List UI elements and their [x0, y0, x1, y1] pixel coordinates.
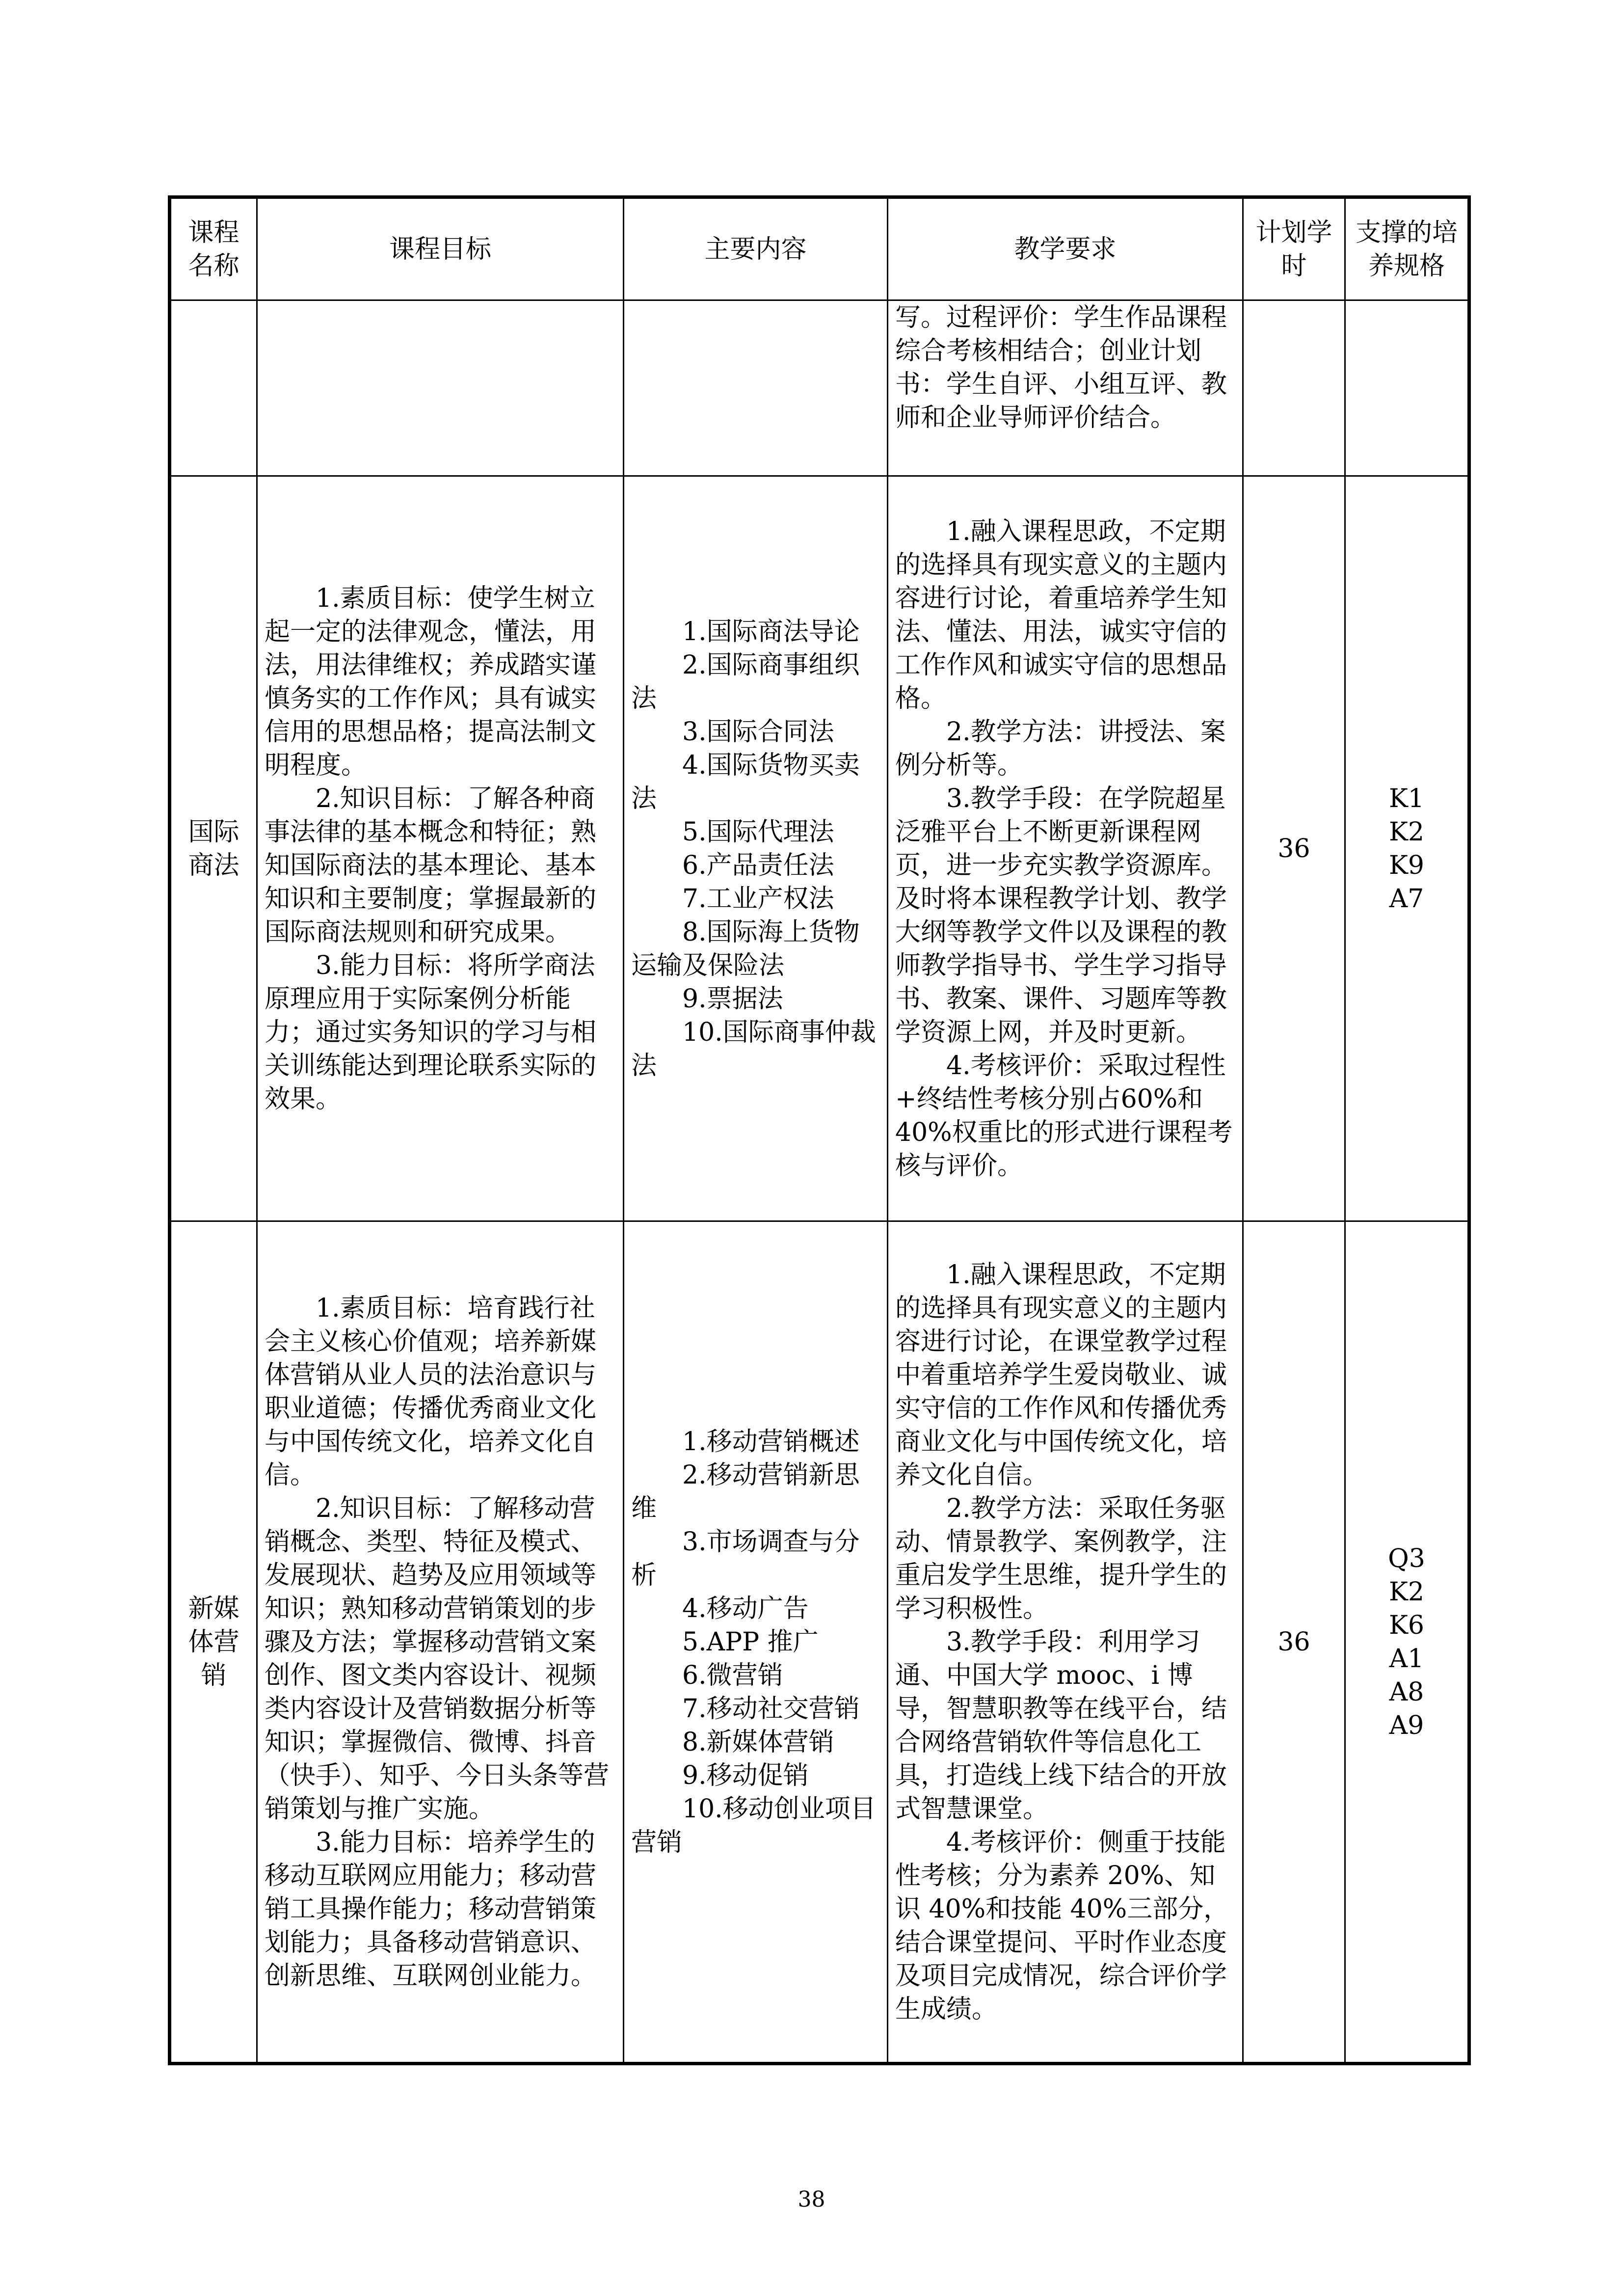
course-goals — [257, 1221, 624, 2064]
spec-code: K2 — [1389, 817, 1424, 847]
page-number: 38 — [798, 2187, 825, 2212]
course-table — [168, 195, 1471, 2065]
spec-code: A9 — [1389, 1710, 1424, 1740]
header-row — [170, 197, 1469, 300]
teaching-requirements — [888, 300, 1243, 476]
content-item: 8.国际海上货物运输及保险法 — [631, 917, 860, 980]
requirement-item: 1.融入课程思政，不定期的选择具有现实意义的主题内容进行讨论，在课堂教学过程中着重培养学生爱岗敬业、诚实守信的工作作风和传播优秀商业文化与中国传统文化，培养文化自信。 — [895, 1260, 1227, 1490]
header-supported-specs: 支撑的培养规格 — [1345, 197, 1469, 300]
content-item: 9.票据法 — [682, 984, 783, 1014]
supported-specs — [1345, 300, 1469, 476]
requirement-item: 4.考核评价：侧重于技能性考核；分为素养 20%、知识 40%和技能 40%三部分，结合课堂提问、平时作业态度及项目完成情况，综合评价学生成绩。 — [895, 1827, 1229, 2024]
goal-item: 3.能力目标：培养学生的移动互联网应用能力；移动营销工具操作能力；移动营销策划能力；具备移动营销意识、创新思维、互联网创业能力。 — [265, 1827, 597, 1991]
course-goals — [257, 476, 624, 1221]
planned-hours: 36 — [1243, 476, 1345, 1221]
content-item: 7.移动社交营销 — [682, 1694, 860, 1724]
course-name: 新媒体营销 — [170, 1221, 257, 2064]
header-course-name: 课程名称 — [170, 197, 257, 300]
spec-code: K2 — [1389, 1577, 1424, 1607]
content-item: 2.国际商事组织法 — [631, 650, 860, 713]
course-goals — [257, 300, 624, 476]
content-item: 10.国际商事仲裁法 — [631, 1017, 876, 1080]
content-item: 4.国际货物买卖法 — [631, 750, 860, 813]
content-item: 5.国际代理法 — [682, 817, 834, 847]
requirement-item: 2.教学方法：采取任务驱动、情景教学、案例教学，注重启发学生思维，提升学生的学习积极性。 — [895, 1493, 1227, 1623]
content-item: 5.APP 推广 — [682, 1627, 819, 1657]
content-item: 6.产品责任法 — [682, 850, 834, 880]
spec-code: K1 — [1389, 783, 1424, 813]
content-item: 10.移动创业项目营销 — [631, 1794, 876, 1857]
header-planned-hours: 计划学时 — [1243, 197, 1345, 300]
spec-code: A8 — [1389, 1677, 1424, 1707]
requirement-item: 4.考核评价：采取过程性+终结性考核分别占60%和40%权重比的形式进行课程考核与评价。 — [895, 1051, 1233, 1181]
table-row — [170, 476, 1469, 1221]
spec-code: K9 — [1389, 850, 1424, 880]
supported-specs — [1345, 1221, 1469, 2064]
table-row — [170, 1221, 1469, 2064]
goal-item: 2.知识目标：了解移动营销概念、类型、特征及模式、发展现状、趋势及应用领域等知识；熟知移动营销策划的步骤及方法；掌握移动营销文案创作、图文类内容设计、视频类内容设计及营销数据分析等知识；掌握微信、微博、抖音（快手）、知乎、今日头条等营销策划与推广实施。 — [265, 1493, 610, 1824]
spec-code: K6 — [1389, 1610, 1424, 1640]
goal-item: 1.素质目标：培育践行社会主义核心价值观；培养新媒体营销从业人员的法治意识与职业道德；传播优秀商业文化与中国传统文化，培养文化自信。 — [265, 1293, 597, 1490]
table-row — [170, 300, 1469, 476]
header-course-goals: 课程目标 — [257, 197, 624, 300]
header-teaching-requirements: 教学要求 — [888, 197, 1243, 300]
content-item: 4.移动广告 — [682, 1594, 809, 1623]
content-item: 6.微营销 — [682, 1660, 783, 1690]
header-main-content: 主要内容 — [624, 197, 888, 300]
course-contents — [624, 1221, 888, 2064]
goal-item: 2.知识目标：了解各种商事法律的基本概念和特征；熟知国际商法的基本理论、基本知识和主要制度；掌握最新的国际商法规则和研究成果。 — [265, 783, 597, 947]
spec-code: Q3 — [1388, 1543, 1425, 1573]
goal-item: 3.能力目标：将所学商法原理应用于实际案例分析能力；通过实务知识的学习与相关训练能达到理论联系实际的效果。 — [265, 950, 597, 1114]
content-item: 7.工业产权法 — [682, 884, 834, 914]
requirement-item: 3.教学手段：在学院超星泛雅平台上不断更新课程网页，进一步充实教学资源库。及时将本课程教学计划、教学大纲等教学文件以及课程的教师教学指导书、学生学习指导书、教案、课件、习题库等教学资源上网，并及时更新。 — [895, 783, 1227, 1047]
requirement-text: 写。过程评价：学生作品课程综合考核相结合；创业计划书：学生自评、小组互评、教师和企业导师评价结合。 — [895, 303, 1227, 432]
content-item: 3.国际合同法 — [682, 717, 834, 747]
content-item: 1.移动营销概述 — [682, 1427, 860, 1457]
course-name: 国际商法 — [170, 476, 257, 1221]
teaching-requirements — [888, 1221, 1243, 2064]
teaching-requirements — [888, 476, 1243, 1221]
content-item: 1.国际商法导论 — [682, 617, 860, 647]
goal-item: 1.素质目标：使学生树立起一定的法律观念，懂法，用法，用法律维权；养成踏实谨慎务实的工作作风；具有诚实信用的思想品格；提高法制文明程度。 — [265, 583, 597, 780]
course-contents — [624, 300, 888, 476]
requirement-item: 3.教学手段：利用学习通、中国大学 mooc、i 博导，智慧职教等在线平台，结合网络营销软件等信息化工具，打造线上线下结合的开放式智慧课堂。 — [895, 1627, 1227, 1824]
spec-code: A7 — [1389, 884, 1424, 914]
requirement-item: 1.融入课程思政，不定期的选择具有现实意义的主题内容进行讨论，着重培养学生知法、懂法、用法，诚实守信的工作作风和诚实守信的思想品格。 — [895, 516, 1227, 713]
spec-code: A1 — [1389, 1644, 1424, 1674]
content-item: 2.移动营销新思维 — [631, 1460, 860, 1523]
content-item: 8.新媒体营销 — [682, 1727, 834, 1757]
supported-specs — [1345, 476, 1469, 1221]
planned-hours: 36 — [1243, 1221, 1345, 2064]
requirement-item: 2.教学方法：讲授法、案例分析等。 — [895, 717, 1226, 780]
course-name — [170, 300, 257, 476]
planned-hours — [1243, 300, 1345, 476]
content-item: 9.移动促销 — [682, 1760, 809, 1790]
course-contents — [624, 476, 888, 1221]
content-item: 3.市场调查与分析 — [631, 1527, 860, 1590]
